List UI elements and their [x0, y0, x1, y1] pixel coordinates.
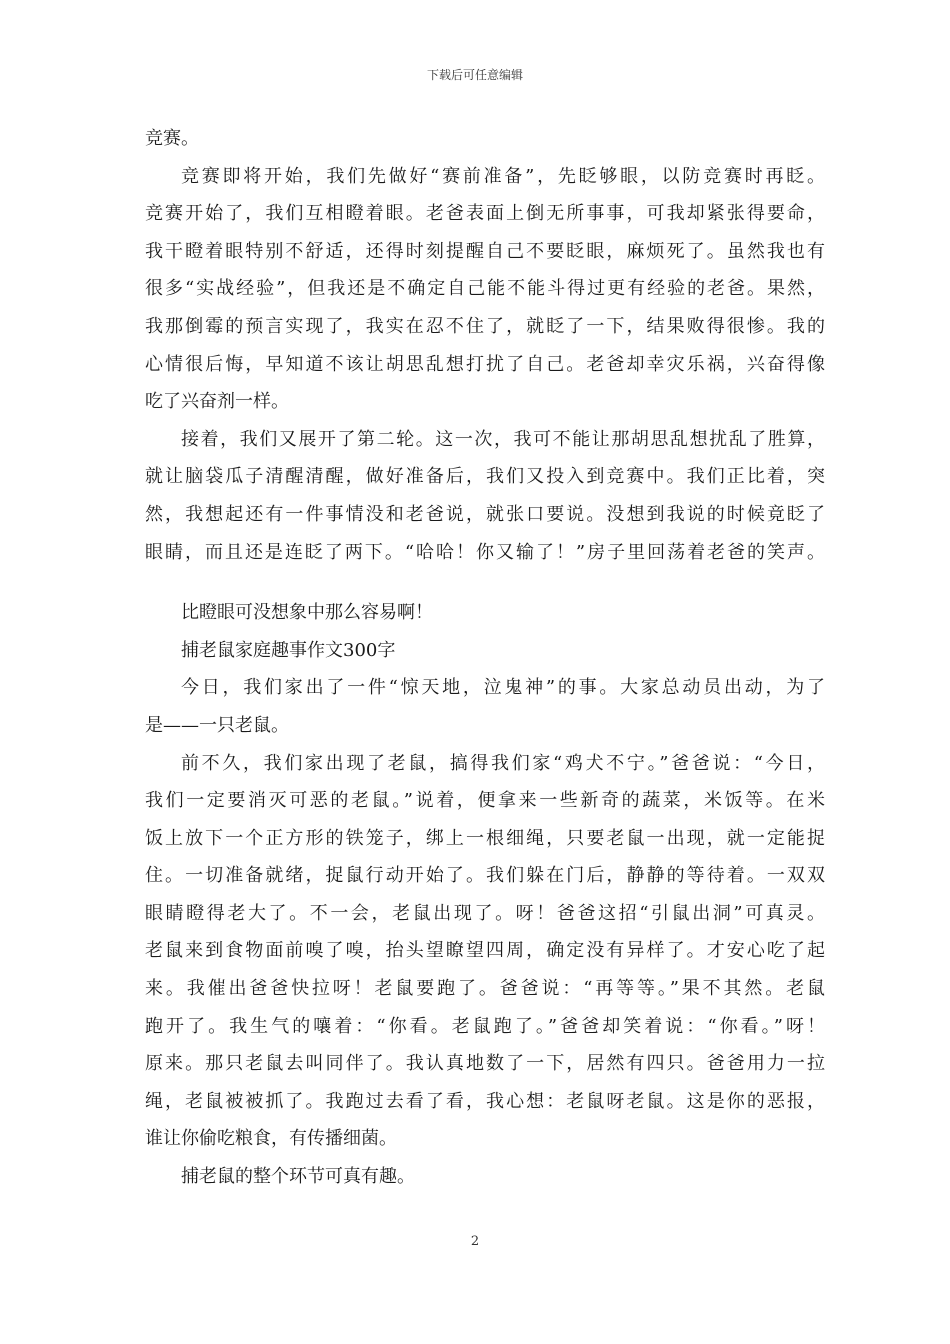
text-line: 跑开了。我生气的嚷着：“你看。老鼠跑了。”爸爸却笑着说：“你看。”呀！	[145, 1015, 825, 1037]
text-line: 我干瞪着眼特别不舒适，还得时刻提醒自己不要眨眼，麻烦死了。虽然我也有	[145, 240, 825, 262]
text-line: 老鼠来到食物面前嗅了嗅，抬头望瞭望四周，确定没有异样了。才安心吃了起	[145, 940, 825, 962]
text-line: 就让脑袋瓜子清醒清醒，做好准备后，我们又投入到竞赛中。我们正比着，突	[145, 466, 825, 488]
text-line: 住。一切准备就绪，捉鼠行动开始了。我们躲在门后，静静的等待着。一双双	[145, 865, 825, 887]
text-line: 今日，我们家出了一件“惊天地，泣鬼神”的事。大家总动员出动，为了	[181, 677, 825, 699]
text-line: 很多“实战经验”，但我还是不确定自己能不能斗得过更有经验的老爸。果然，	[145, 278, 825, 300]
text-line: 吃了兴奋剂一样。	[145, 391, 289, 413]
text-line: 接着，我们又展开了第二轮。这一次，我可不能让那胡思乱想扰乱了胜算，	[181, 428, 825, 450]
page-number: 2	[470, 1234, 480, 1249]
document-body	[145, 120, 825, 1196]
text-line: 捕老鼠的整个环节可真有趣。	[181, 1166, 415, 1188]
text-line: 然，我想起还有一件事情没和老爸说，就张口要说。没想到我说的时候竟眨了	[145, 503, 825, 525]
page-header: 下载后可任意编辑	[426, 68, 523, 82]
text-line: 心情很后悔，早知道不该让胡思乱想打扰了自己。老爸却幸灾乐祸，兴奋得像	[145, 353, 825, 375]
text-line: 眼睛瞪得老大了。不一会，老鼠出现了。呀！爸爸这招“引鼠出洞”可真灵。	[145, 902, 825, 924]
text-line: 我那倒霉的预言实现了，我实在忍不住了，就眨了一下，结果败得很惨。我的	[145, 315, 825, 337]
text-line: 前不久，我们家出现了老鼠，搞得我们家“鸡犬不宁。”爸爸说：“今日，	[181, 752, 825, 774]
text-line: 来。我催出爸爸快拉呀！老鼠要跑了。爸爸说：“再等等。”果不其然。老鼠	[145, 978, 825, 1000]
text-line: 竞赛即将开始，我们先做好“赛前准备”，先眨够眼，以防竞赛时再眨。	[181, 165, 825, 187]
text-line: 是——一只老鼠。	[145, 714, 289, 736]
text-line: 眼睛，而且还是连眨了两下。“哈哈！你又输了！”房子里回荡着老爸的笑声。	[145, 541, 825, 563]
text-line: 我们一定要消灭可恶的老鼠。”说着，便拿来一些新奇的蔬菜，米饭等。在米	[145, 790, 825, 812]
text-line: 谁让你偷吃粮食，有传播细菌。	[145, 1128, 397, 1150]
text-line: 比瞪眼可没想象中那么容易啊！	[181, 602, 433, 624]
text-line: 饭上放下一个正方形的铁笼子，绑上一根细绳，只要老鼠一出现，就一定能捉	[145, 827, 825, 849]
text-line: 绳，老鼠被被抓了。我跑过去看了看，我心想：老鼠呀老鼠。这是你的恶报，	[145, 1090, 825, 1112]
text-line: 原来。那只老鼠去叫同伴了。我认真地数了一下，居然有四只。爸爸用力一拉	[145, 1053, 825, 1075]
text-line: 竞赛开始了，我们互相瞪着眼。老爸表面上倒无所事事，可我却紧张得要命，	[145, 203, 825, 225]
paragraph-gap	[145, 571, 825, 594]
essay-title: 捕老鼠家庭趣事作文300字	[181, 639, 396, 661]
text-line: 竞赛。	[145, 128, 199, 149]
